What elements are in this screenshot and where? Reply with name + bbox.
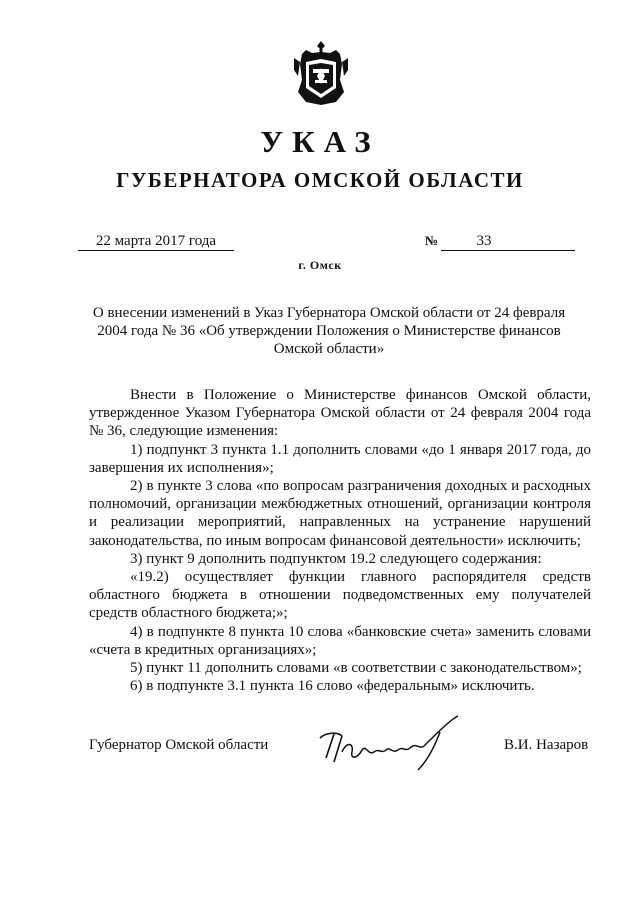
handwritten-signature <box>312 712 462 774</box>
body-paragraph-item-5: 5) пункт 11 дополнить словами «в соответствии с законодательством»; <box>130 660 582 677</box>
coat-of-arms-emblem <box>292 40 350 106</box>
decree-heading: О внесении изменений в Указ Губернатора Омской области от 24 февраля 2004 года № 36 «Об утверждении Положения о Министерстве финансов Омской области» <box>92 305 566 357</box>
decree-number: 33 <box>476 233 492 249</box>
body-paragraph-item-3-text: «19.2) осуществляет функции главного распорядителя средств областного бюджета в отношении подведомственных ему получателей средств областного бюджета;»; <box>89 569 591 622</box>
number-sign: № <box>425 233 439 248</box>
body-paragraph-intro: Внести в Положение о Министерстве финансов Омской области, утвержденное Указом Губернатора Омской области от 24 февраля 2004 года № 36, следующие изменения: <box>89 387 591 440</box>
decree-date: 22 марта 2017 года <box>78 232 234 251</box>
decree-city: г. Омск <box>298 258 342 272</box>
body-paragraph-item-2: 2) в пункте 3 слова «по вопросам разграничения доходных и расходных полномочий, организации межбюджетных отношений, организации контроля и реализации мероприятий, направленных на устранение нарушений законодательства, по иным вопросам финансовой деятельности» исключить; <box>89 478 591 549</box>
decree-title: УКАЗ <box>260 124 380 159</box>
body-paragraph-item-6: 6) в подпункте 3.1 пункта 16 слово «федеральным» исключить. <box>130 678 535 695</box>
body-paragraph-item-4: 4) в подпункте 8 пункта 10 слова «банковские счета» заменить словами «счета в кредитных организациях»; <box>89 623 591 658</box>
decree-number-line <box>441 232 575 251</box>
decree-body <box>89 386 591 695</box>
signatory-name: В.И. Назаров <box>504 737 589 753</box>
decree-issuer: ГУБЕРНАТОРА ОМСКОЙ ОБЛАСТИ <box>116 168 524 192</box>
body-paragraph-item-3: 3) пункт 9 дополнить подпунктом 19.2 следующего содержания: <box>130 550 542 567</box>
signatory-role: Губернатор Омской области <box>89 737 269 753</box>
body-paragraph-item-1: 1) подпункт 3 пункта 1.1 дополнить словами «до 1 января 2017 года, до завершения их исполнения»; <box>89 441 591 476</box>
